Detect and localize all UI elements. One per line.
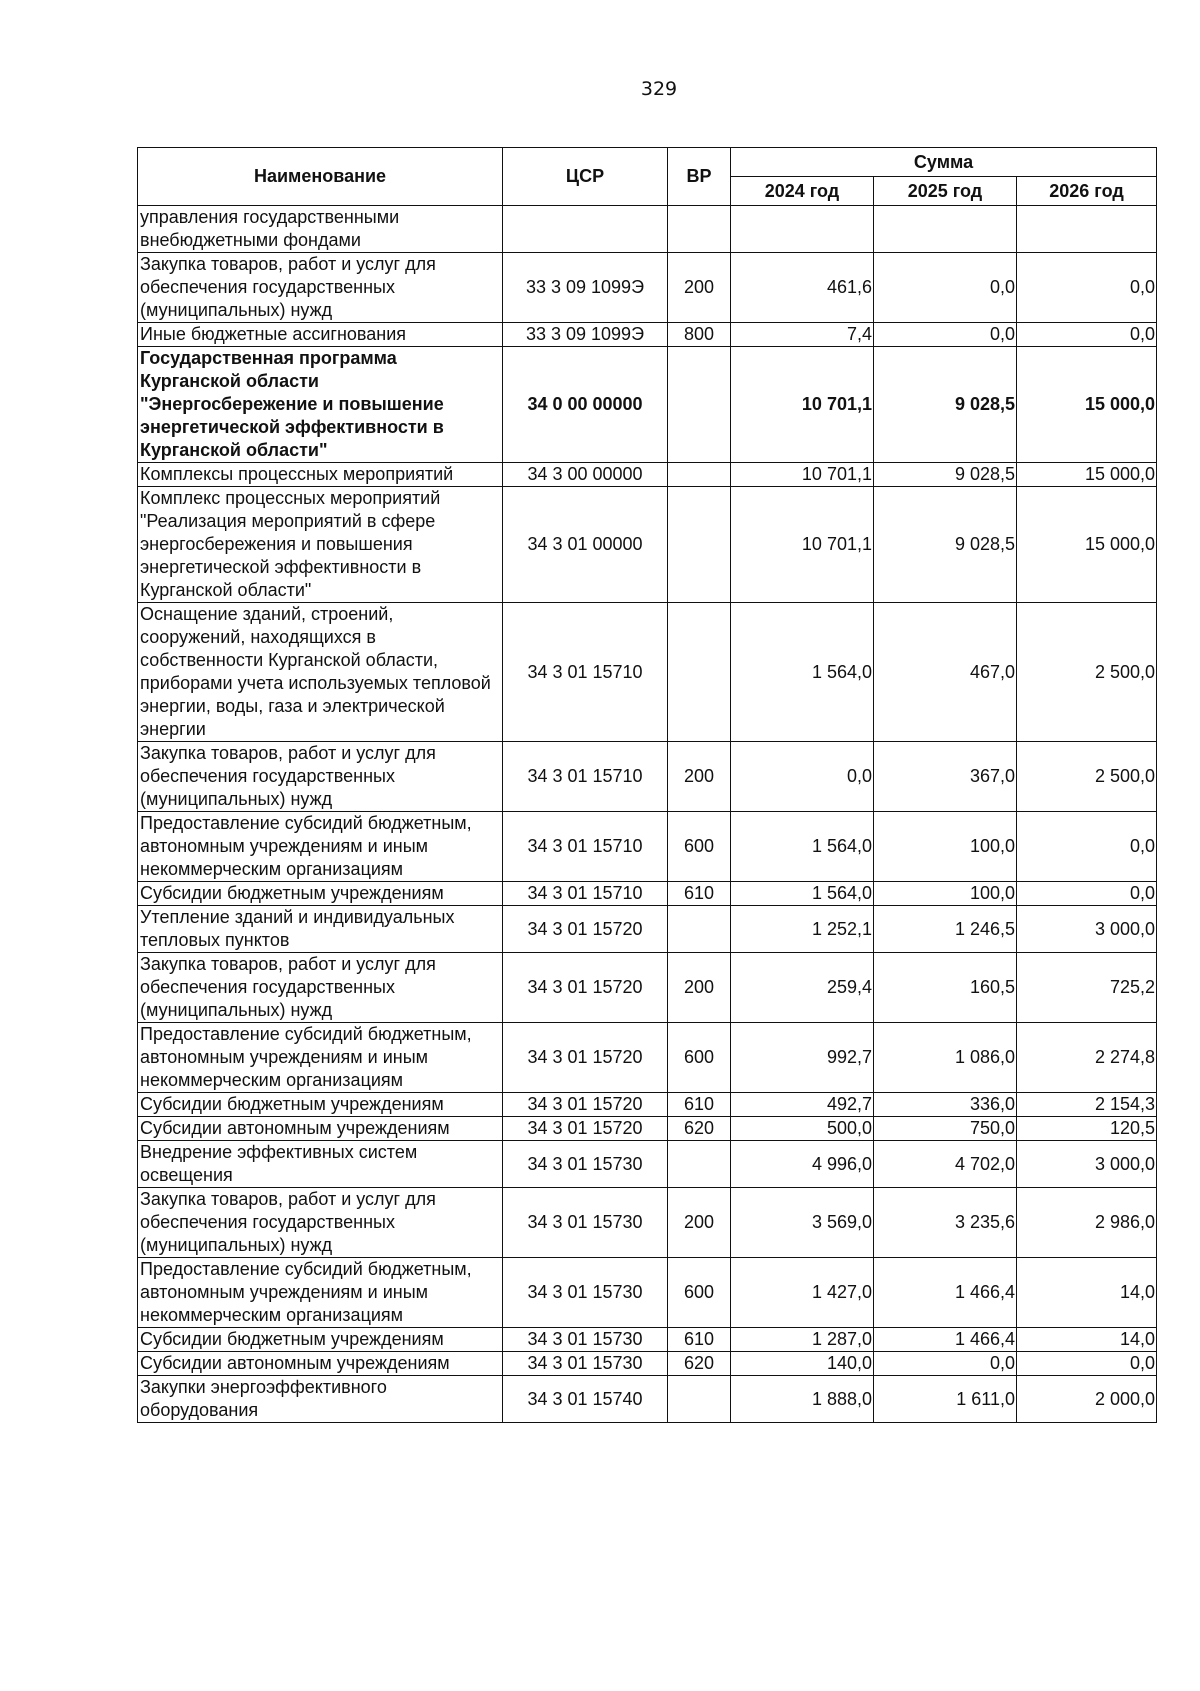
cell-2025: 160,5: [874, 953, 1017, 1023]
table-row: [138, 1376, 1157, 1423]
cell-name: Утепление зданий и индивидуальных тепловых пунктов: [138, 906, 503, 953]
cell-2025: 0,0: [874, 253, 1017, 323]
cell-csr: 34 3 01 15710: [503, 603, 668, 742]
table-row: [138, 812, 1157, 882]
cell-2024: 7,4: [731, 323, 874, 347]
table-row: [138, 882, 1157, 906]
cell-2026: 2 500,0: [1017, 603, 1157, 742]
cell-2026: 0,0: [1017, 882, 1157, 906]
table-row: [138, 742, 1157, 812]
cell-name: Закупки энергоэффективного оборудования: [138, 1376, 503, 1423]
cell-csr: 34 3 01 15710: [503, 742, 668, 812]
cell-2025: 9 028,5: [874, 347, 1017, 463]
cell-2025: 9 028,5: [874, 463, 1017, 487]
cell-vr: [668, 347, 731, 463]
cell-vr: [668, 603, 731, 742]
cell-vr: 610: [668, 1093, 731, 1117]
table-row: [138, 953, 1157, 1023]
cell-vr: 200: [668, 742, 731, 812]
cell-2024: 3 569,0: [731, 1188, 874, 1258]
cell-name: Субсидии автономным учреждениям: [138, 1117, 503, 1141]
cell-csr: 33 3 09 1099Э: [503, 253, 668, 323]
cell-2026: [1017, 206, 1157, 253]
cell-vr: 600: [668, 1258, 731, 1328]
cell-vr: 200: [668, 1188, 731, 1258]
cell-2024: 259,4: [731, 953, 874, 1023]
cell-2026: 0,0: [1017, 253, 1157, 323]
cell-2024: 461,6: [731, 253, 874, 323]
cell-name: Комплекс процессных мероприятий "Реализация мероприятий в сфере энергосбережения и повышения энергетической эффективности в Курганской области": [138, 487, 503, 603]
cell-2026: 15 000,0: [1017, 463, 1157, 487]
cell-csr: 34 3 01 15720: [503, 906, 668, 953]
cell-2025: 0,0: [874, 1352, 1017, 1376]
cell-csr: 34 3 01 15720: [503, 953, 668, 1023]
cell-csr: 34 3 01 15720: [503, 1093, 668, 1117]
cell-vr: 600: [668, 1023, 731, 1093]
cell-2024: 500,0: [731, 1117, 874, 1141]
header-vr: ВР: [668, 148, 731, 206]
cell-2024: 140,0: [731, 1352, 874, 1376]
cell-name: Закупка товаров, работ и услуг для обеспечения государственных (муниципальных) нужд: [138, 953, 503, 1023]
cell-name: Государственная программа Курганской области "Энергосбережение и повышение энергетической эффективности в Курганской области": [138, 347, 503, 463]
cell-name: управления государственными внебюджетными фондами: [138, 206, 503, 253]
cell-2025: 1 466,4: [874, 1258, 1017, 1328]
cell-name: Закупка товаров, работ и услуг для обеспечения государственных (муниципальных) нужд: [138, 742, 503, 812]
cell-2024: 4 996,0: [731, 1141, 874, 1188]
cell-csr: 33 3 09 1099Э: [503, 323, 668, 347]
cell-name: Субсидии автономным учреждениям: [138, 1352, 503, 1376]
header-year-2025: 2025 год: [874, 177, 1017, 206]
cell-vr: 200: [668, 953, 731, 1023]
cell-2026: 0,0: [1017, 1352, 1157, 1376]
cell-2026: 2 000,0: [1017, 1376, 1157, 1423]
header-year-2026: 2026 год: [1017, 177, 1157, 206]
cell-2025: 1 246,5: [874, 906, 1017, 953]
cell-2026: 3 000,0: [1017, 906, 1157, 953]
cell-2024: 1 252,1: [731, 906, 874, 953]
cell-2025: 1 466,4: [874, 1328, 1017, 1352]
cell-2026: 725,2: [1017, 953, 1157, 1023]
cell-2025: 1 086,0: [874, 1023, 1017, 1093]
cell-2025: 100,0: [874, 882, 1017, 906]
cell-csr: 34 3 01 15730: [503, 1352, 668, 1376]
cell-name: Оснащение зданий, строений, сооружений, находящихся в собственности Курганской области, приборами учета используемых тепловой энергии, воды, газа и электрической энергии: [138, 603, 503, 742]
table-row: [138, 1258, 1157, 1328]
cell-csr: 34 3 01 15730: [503, 1188, 668, 1258]
cell-2026: 15 000,0: [1017, 487, 1157, 603]
table-row: [138, 1117, 1157, 1141]
cell-2024: 10 701,1: [731, 463, 874, 487]
cell-2026: 2 154,3: [1017, 1093, 1157, 1117]
cell-vr: [668, 206, 731, 253]
table-row: [138, 1093, 1157, 1117]
cell-vr: 600: [668, 812, 731, 882]
cell-vr: 610: [668, 882, 731, 906]
cell-vr: [668, 463, 731, 487]
cell-name: Комплексы процессных мероприятий: [138, 463, 503, 487]
cell-2025: 1 611,0: [874, 1376, 1017, 1423]
table-row: [138, 1352, 1157, 1376]
table-header: [138, 148, 1157, 206]
header-name: Наименование: [138, 148, 503, 206]
cell-name: Предоставление субсидий бюджетным, автономным учреждениям и иным некоммерческим организациям: [138, 812, 503, 882]
header-sum: Сумма: [731, 148, 1157, 177]
cell-csr: 34 3 01 15730: [503, 1258, 668, 1328]
cell-csr: 34 3 01 15740: [503, 1376, 668, 1423]
cell-csr: 34 0 00 00000: [503, 347, 668, 463]
cell-2024: 1 888,0: [731, 1376, 874, 1423]
cell-csr: 34 3 00 00000: [503, 463, 668, 487]
cell-csr: 34 3 01 00000: [503, 487, 668, 603]
cell-2026: 15 000,0: [1017, 347, 1157, 463]
cell-2024: 0,0: [731, 742, 874, 812]
table-row: [138, 463, 1157, 487]
cell-2024: 1 564,0: [731, 603, 874, 742]
cell-2025: 367,0: [874, 742, 1017, 812]
cell-2024: [731, 206, 874, 253]
cell-name: Закупка товаров, работ и услуг для обеспечения государственных (муниципальных) нужд: [138, 1188, 503, 1258]
cell-csr: 34 3 01 15730: [503, 1141, 668, 1188]
cell-vr: 620: [668, 1117, 731, 1141]
cell-2025: [874, 206, 1017, 253]
table-row: [138, 1141, 1157, 1188]
cell-2025: 0,0: [874, 323, 1017, 347]
cell-2025: 467,0: [874, 603, 1017, 742]
table-row: [138, 347, 1157, 463]
cell-2024: 1 287,0: [731, 1328, 874, 1352]
cell-name: Иные бюджетные ассигнования: [138, 323, 503, 347]
cell-2026: 2 500,0: [1017, 742, 1157, 812]
table-row: [138, 1188, 1157, 1258]
cell-2025: 9 028,5: [874, 487, 1017, 603]
cell-csr: 34 3 01 15730: [503, 1328, 668, 1352]
cell-name: Предоставление субсидий бюджетным, автономным учреждениям и иным некоммерческим организациям: [138, 1023, 503, 1093]
cell-2026: 2 274,8: [1017, 1023, 1157, 1093]
cell-2025: 3 235,6: [874, 1188, 1017, 1258]
page-number: 329: [640, 78, 678, 100]
table-row: [138, 253, 1157, 323]
cell-vr: 200: [668, 253, 731, 323]
cell-2026: 14,0: [1017, 1328, 1157, 1352]
header-csr: ЦСР: [503, 148, 668, 206]
cell-csr: [503, 206, 668, 253]
cell-2025: 336,0: [874, 1093, 1017, 1117]
cell-2024: 1 564,0: [731, 812, 874, 882]
cell-2025: 750,0: [874, 1117, 1017, 1141]
header-year-2024: 2024 год: [731, 177, 874, 206]
cell-name: Субсидии бюджетным учреждениям: [138, 1328, 503, 1352]
cell-2026: 0,0: [1017, 323, 1157, 347]
cell-vr: 800: [668, 323, 731, 347]
cell-csr: 34 3 01 15710: [503, 882, 668, 906]
cell-2024: 1 564,0: [731, 882, 874, 906]
cell-2024: 492,7: [731, 1093, 874, 1117]
table-row: [138, 603, 1157, 742]
table-body: [138, 206, 1157, 1423]
table-row: [138, 206, 1157, 253]
cell-2025: 4 702,0: [874, 1141, 1017, 1188]
cell-name: Субсидии бюджетным учреждениям: [138, 1093, 503, 1117]
cell-2026: 120,5: [1017, 1117, 1157, 1141]
cell-2024: 992,7: [731, 1023, 874, 1093]
table-row: [138, 487, 1157, 603]
cell-2024: 10 701,1: [731, 347, 874, 463]
cell-csr: 34 3 01 15710: [503, 812, 668, 882]
cell-2024: 1 427,0: [731, 1258, 874, 1328]
cell-vr: 610: [668, 1328, 731, 1352]
cell-vr: [668, 1376, 731, 1423]
table-row: [138, 1023, 1157, 1093]
table-row: [138, 323, 1157, 347]
cell-2026: 2 986,0: [1017, 1188, 1157, 1258]
cell-name: Внедрение эффективных систем освещения: [138, 1141, 503, 1188]
cell-csr: 34 3 01 15720: [503, 1117, 668, 1141]
cell-vr: 620: [668, 1352, 731, 1376]
cell-2026: 3 000,0: [1017, 1141, 1157, 1188]
cell-vr: [668, 906, 731, 953]
cell-name: Предоставление субсидий бюджетным, автономным учреждениям и иным некоммерческим организациям: [138, 1258, 503, 1328]
budget-table: [137, 147, 1157, 1423]
cell-csr: 34 3 01 15720: [503, 1023, 668, 1093]
cell-name: Субсидии бюджетным учреждениям: [138, 882, 503, 906]
cell-name: Закупка товаров, работ и услуг для обеспечения государственных (муниципальных) нужд: [138, 253, 503, 323]
cell-2025: 100,0: [874, 812, 1017, 882]
table-row: [138, 1328, 1157, 1352]
cell-vr: [668, 1141, 731, 1188]
table-row: [138, 906, 1157, 953]
cell-2026: 14,0: [1017, 1258, 1157, 1328]
cell-2024: 10 701,1: [731, 487, 874, 603]
cell-2026: 0,0: [1017, 812, 1157, 882]
cell-vr: [668, 487, 731, 603]
